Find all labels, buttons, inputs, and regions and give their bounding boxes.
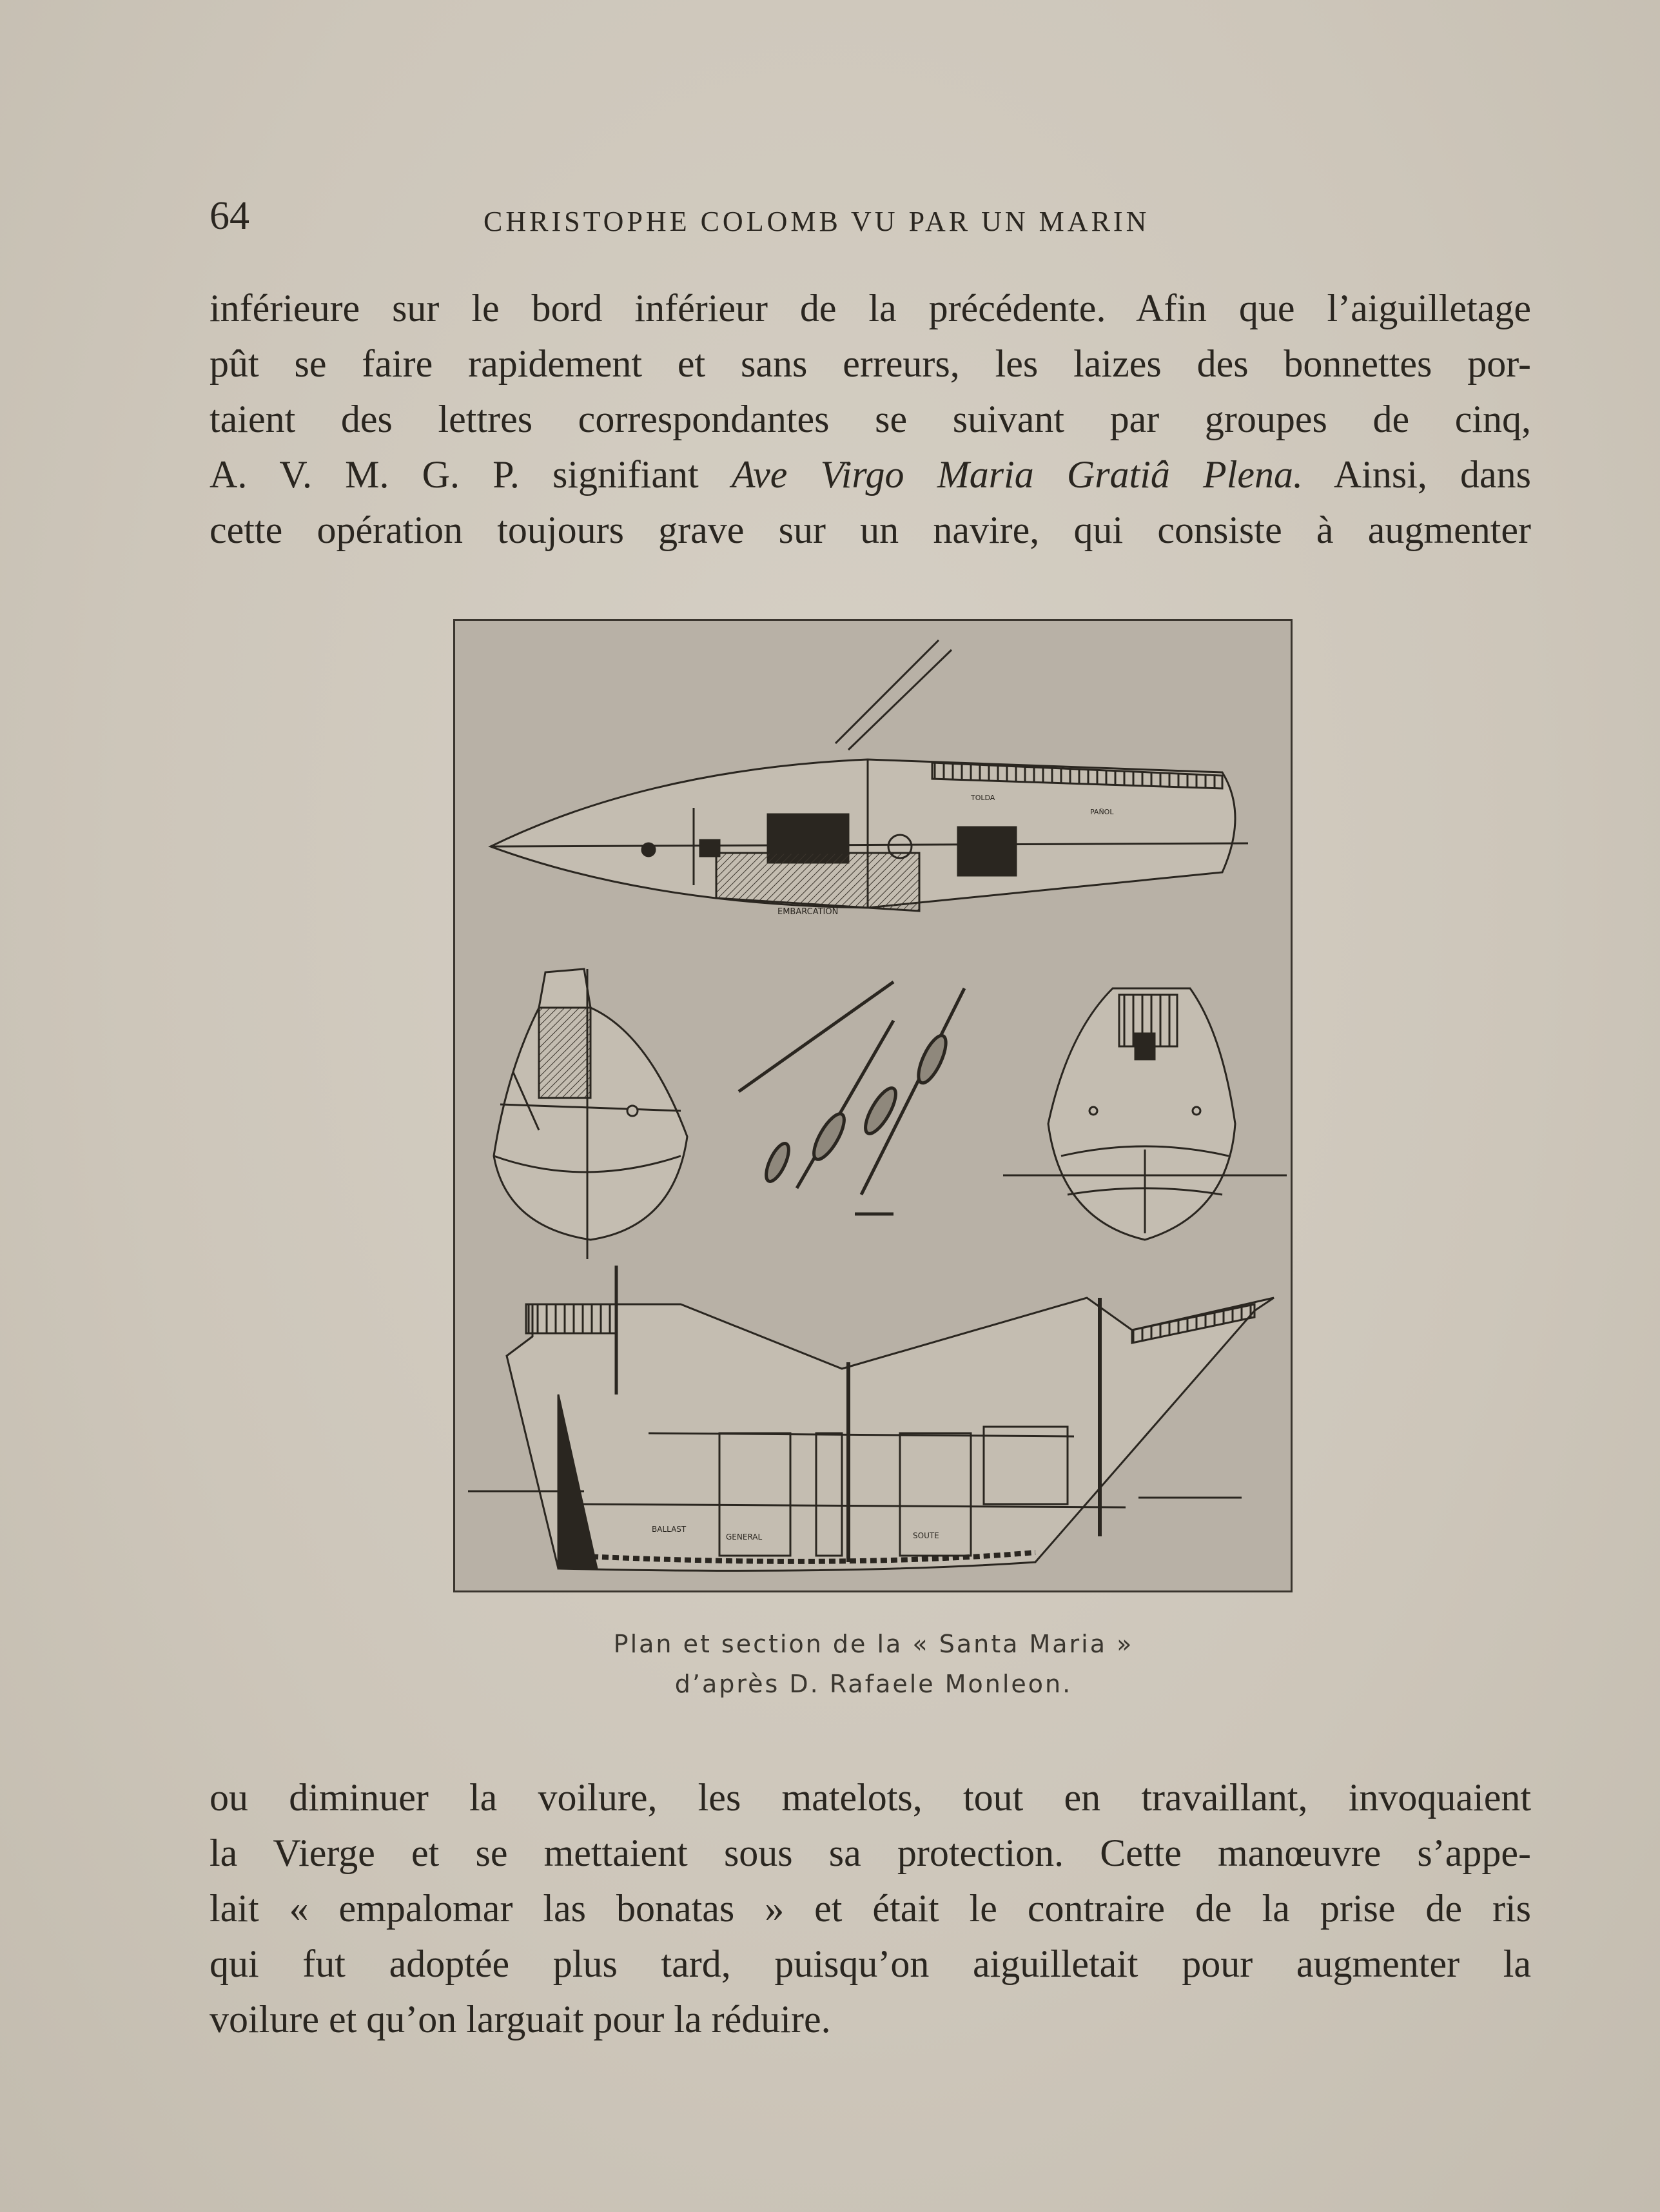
stern-view (494, 969, 687, 1259)
figure-caption-line1: Plan et section de la « Santa Maria » (613, 1630, 1134, 1658)
rigging-blocks (739, 982, 964, 1214)
label-tolda: TOLDA (971, 794, 995, 802)
text-fragment: A. V. M. G. P. signifiant (210, 453, 699, 496)
latin-phrase: Ave Virgo Maria Gratiâ Plena. (731, 453, 1303, 496)
ship-drawing (455, 621, 1291, 1590)
running-title: CHRISTOPHE COLOMB VU PAR UN MARIN (483, 206, 1150, 237)
bow-view (1003, 988, 1287, 1240)
text-line: pût se faire rapidement et sans erreurs, les laizes des bonnettes por- (210, 342, 1531, 385)
label-general: GENERAL (726, 1532, 763, 1542)
label-embarcation: EMBARCATION (777, 907, 839, 917)
page-number: 64 (210, 194, 249, 238)
label-ballast: BALLAST (652, 1525, 687, 1534)
page-header (210, 193, 1260, 245)
text-line: la Vierge et se mettaient sous sa protection. Cette manœuvre s’appe- (210, 1832, 1531, 1874)
label-soute: SOUTE (913, 1531, 939, 1540)
paragraph-bottom (210, 1770, 1531, 2047)
text-line: inférieure sur le bord inférieur de la précédente. Afin que l’aiguilletage (210, 287, 1531, 329)
text-line: taient des lettres correspondantes se suivant par groupes de cinq, (210, 398, 1531, 440)
longitudinal-section (468, 1266, 1274, 1571)
text-line: cette opération toujours grave sur un navire, qui consiste à augmenter (210, 509, 1531, 551)
text-fragment: Ainsi, dans (1333, 453, 1531, 496)
text-line: qui fut adoptée plus tard, puisqu’on aiguilletait pour augmenter la (210, 1943, 1531, 1985)
text-line: lait « empalomar las bonatas » et était le contraire de la prise de ris (210, 1887, 1531, 1930)
text-line-with-latin (210, 447, 1531, 502)
ship-plan-engraving (453, 619, 1293, 1592)
figure-caption-line2: d’après D. Rafaele Monleon. (674, 1670, 1073, 1698)
text-line: ou diminuer la voilure, les matelots, tout en travaillant, invoquaient (210, 1776, 1531, 1819)
label-panol: PAÑOL (1090, 808, 1114, 816)
paragraph-top (210, 280, 1531, 558)
text-line: voilure et qu’on larguait pour la réduire. (210, 1998, 831, 2041)
deck-plan-view (491, 640, 1248, 911)
